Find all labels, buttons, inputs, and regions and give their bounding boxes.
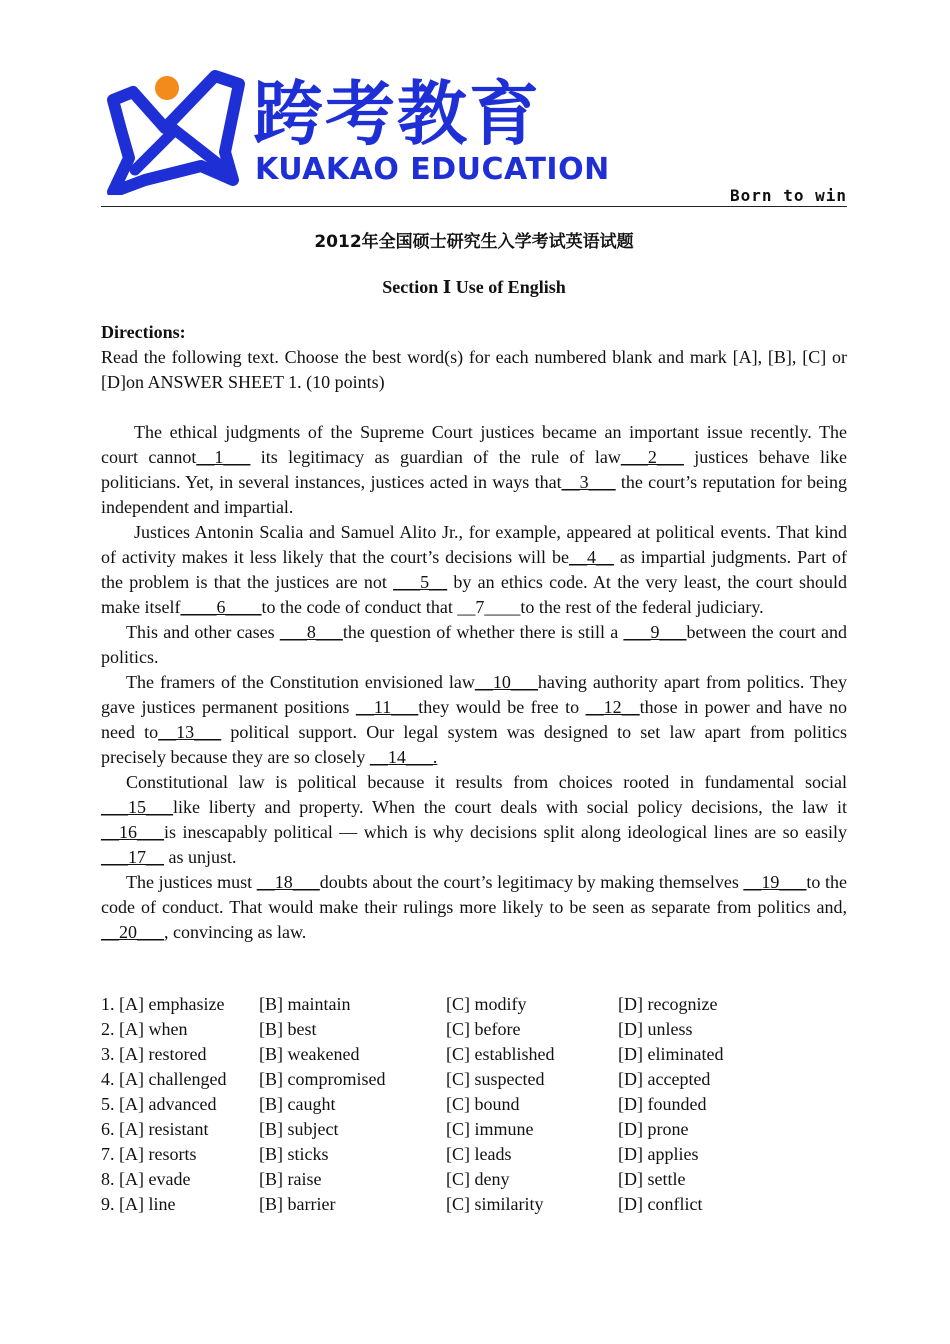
option-a: 5. [A] advanced	[101, 1094, 217, 1114]
blank-3: __3___	[561, 472, 616, 492]
option-row	[101, 1167, 847, 1192]
option-d: [D] founded	[618, 1094, 707, 1114]
option-a: 6. [A] resistant	[101, 1119, 209, 1139]
blank-18: __18___	[256, 872, 320, 892]
option-d: [D] applies	[618, 1144, 699, 1164]
passage-paragraph-1: The ethical judgments of the Supreme Court justices became an important issue recently. The court cannot__1___ its legitimacy as guardian of the rule of law___2___ justices behave like politicians. Yet, in several instances, justices acted in ways that__3___ the court’s reputation for being independent and impartial.	[101, 422, 848, 517]
option-b: [B] weakened	[259, 1044, 360, 1064]
blank-5: ___5__	[393, 572, 448, 592]
blank-20: __20___	[101, 922, 164, 942]
blank-13: __13___	[158, 722, 222, 742]
option-c: [C] modify	[446, 994, 527, 1014]
option-row	[101, 1192, 847, 1217]
blank-15: ___15___	[101, 797, 173, 817]
option-d: [D] eliminated	[618, 1044, 724, 1064]
passage-paragraph-3: This and other cases ___8___the question of whether there is still a ___9___between the court and politics.	[101, 622, 848, 667]
option-a: 1. [A] emphasize	[101, 994, 225, 1014]
option-b: [B] raise	[259, 1169, 322, 1189]
blank-4: __4__	[568, 547, 614, 567]
option-a: 2. [A] when	[101, 1019, 188, 1039]
option-d: [D] settle	[618, 1169, 686, 1189]
blank-10: __10___	[474, 672, 538, 692]
section-heading: Section Ⅰ Use of English	[382, 277, 566, 297]
kuakao-logo	[105, 70, 610, 195]
option-row	[101, 1092, 847, 1117]
option-b: [B] compromised	[259, 1069, 386, 1089]
option-d: [D] accepted	[618, 1069, 711, 1089]
option-a: 8. [A] evade	[101, 1169, 191, 1189]
slogan: Born to win	[730, 186, 847, 205]
passage-paragraph-6: The justices must __18___doubts about the court’s legitimacy by making themselves __19___to the code of conduct. That would make their rulings more likely to be seen as separate from politics and, __20___, convincing as law.	[101, 872, 848, 942]
option-row	[101, 992, 847, 1017]
blank-6: ____6____	[180, 597, 262, 617]
option-b: [B] sticks	[259, 1144, 329, 1164]
option-c: [C] leads	[446, 1144, 512, 1164]
blank-12: __12__	[585, 697, 640, 717]
option-row	[101, 1042, 847, 1067]
option-c: [C] deny	[446, 1169, 510, 1189]
header-divider	[101, 206, 847, 207]
kuakao-emblem-icon	[105, 70, 245, 195]
option-c: [C] suspected	[446, 1069, 545, 1089]
option-c: [C] bound	[446, 1094, 520, 1114]
option-c: [C] established	[446, 1044, 555, 1064]
option-row	[101, 1117, 847, 1142]
blank-19: __19___	[743, 872, 807, 892]
blank-14: __14___.	[369, 747, 438, 767]
directions-label: Directions:	[101, 322, 186, 342]
option-c: [C] similarity	[446, 1194, 544, 1214]
blank-9: ___9___	[623, 622, 687, 642]
option-a: 3. [A] restored	[101, 1044, 207, 1064]
option-row	[101, 1017, 847, 1042]
blank-2: ___2___	[620, 447, 684, 467]
blank-17: ___17__	[101, 847, 164, 867]
option-b: [B] barrier	[259, 1194, 336, 1214]
option-d: [D] recognize	[618, 994, 718, 1014]
blank-16: __16___	[101, 822, 164, 842]
option-row	[101, 1067, 847, 1092]
directions-text: Read the following text. Choose the best word(s) for each numbered blank and mark [A], [B], [C] or [D]on ANSWER SHEET 1. (10 points)	[101, 347, 847, 392]
option-b: [B] subject	[259, 1119, 339, 1139]
option-row	[101, 1142, 847, 1167]
option-c: [C] immune	[446, 1119, 534, 1139]
blank-1: __1___	[196, 447, 251, 467]
option-d: [D] prone	[618, 1119, 689, 1139]
passage-paragraph-5: Constitutional law is political because it results from choices rooted in fundamental social ___15___like liberty and property. When the court deals with social policy decisions, the law it __16___is inescapably political — which is why decisions split along ideological lines are so easily ___17__ as unjust.	[101, 772, 847, 867]
option-b: [B] maintain	[259, 994, 351, 1014]
logo-english-text: KUAKAO EDUCATION	[255, 152, 610, 187]
option-c: [C] before	[446, 1019, 521, 1039]
passage-paragraph-4: The framers of the Constitution envisioned law__10___having authority apart from politics. They gave justices permanent positions __11___they would be free to __12__those in power and have no need to__13___ political support. Our legal system was designed to set law apart from politics precisely because they are so closely __14___.	[101, 672, 847, 767]
option-d: [D] unless	[618, 1019, 693, 1039]
passage-paragraph-2: Justices Antonin Scalia and Samuel Alito Jr., for example, appeared at political events. That kind of activity makes it less likely that the court’s decisions will be__4__ as impartial judgments. Part of the problem is that the justices are not ___5__ by an ethics code. At the very least, the court should make itself____6____to the code of conduct that __7____to the rest of the federal judiciary.	[101, 522, 847, 617]
logo-chinese-text: 跨考教育	[253, 73, 541, 155]
document-body	[101, 320, 847, 945]
option-a: 7. [A] resorts	[101, 1144, 197, 1164]
blank-8: ___8___	[279, 622, 343, 642]
option-b: [B] caught	[259, 1094, 336, 1114]
blank-11: __11___	[355, 697, 419, 717]
option-d: [D] conflict	[618, 1194, 703, 1214]
option-b: [B] best	[259, 1019, 317, 1039]
option-a: 4. [A] challenged	[101, 1069, 227, 1089]
answer-options	[101, 992, 847, 1217]
option-a: 9. [A] line	[101, 1194, 176, 1214]
exam-title: 2012年全国硕士研究生入学考试英语试题	[314, 232, 634, 252]
